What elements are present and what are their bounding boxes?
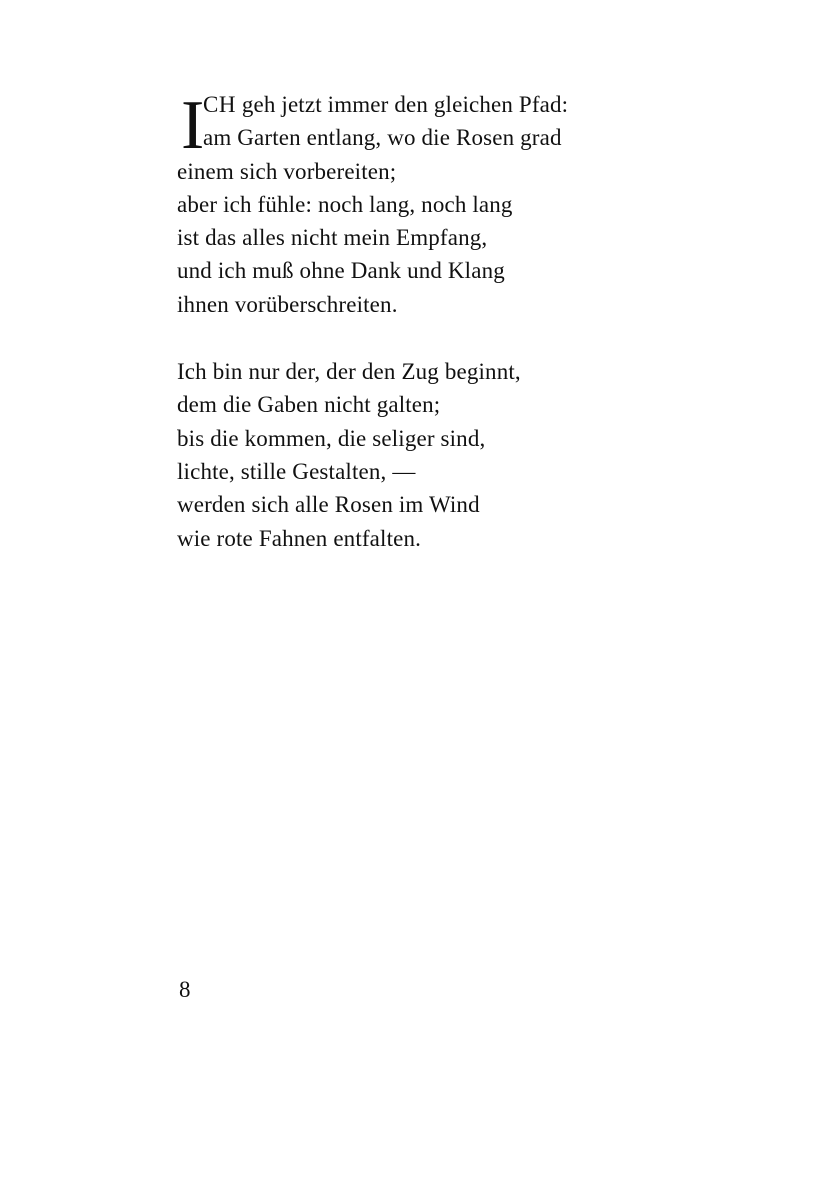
- opening-lines: [177, 87, 777, 164]
- poem-line: ist das alles nicht mein Empfang,: [177, 225, 488, 251]
- poem-line: [177, 88, 777, 121]
- poem-line: Ich bin nur der, der den Zug beginnt,: [177, 359, 521, 385]
- poem-line: wie rote Fahnen entfalten.: [177, 525, 422, 551]
- small-caps-opening: CH: [203, 92, 236, 117]
- poem-line-text: geh jetzt immer den gleichen Pfad:: [235, 92, 569, 117]
- poem-line: aber ich fühle: noch lang, noch lang: [177, 191, 513, 217]
- poem-line: dem die Gaben nicht galten;: [177, 392, 441, 418]
- poem-line: lichte, stille Gestalten, —: [177, 458, 416, 484]
- poem-line: und ich muß ohne Dank und Klang: [177, 258, 505, 284]
- poem-line: werden sich alle Rosen im Wind: [177, 492, 480, 518]
- page-number: 8: [179, 977, 191, 1002]
- poem-line: bis die kommen, die seliger sind,: [177, 425, 486, 451]
- poem: [177, 88, 777, 555]
- stanza-1: [177, 88, 777, 321]
- stanza-2: [177, 355, 777, 555]
- poem-line: einem sich vorbereiten;: [177, 158, 397, 184]
- drop-cap-initial: I: [181, 87, 205, 164]
- poem-line: ihnen vorüberschreiten.: [177, 291, 398, 317]
- poem-line: am Garten entlang, wo die Rosen grad: [203, 125, 562, 151]
